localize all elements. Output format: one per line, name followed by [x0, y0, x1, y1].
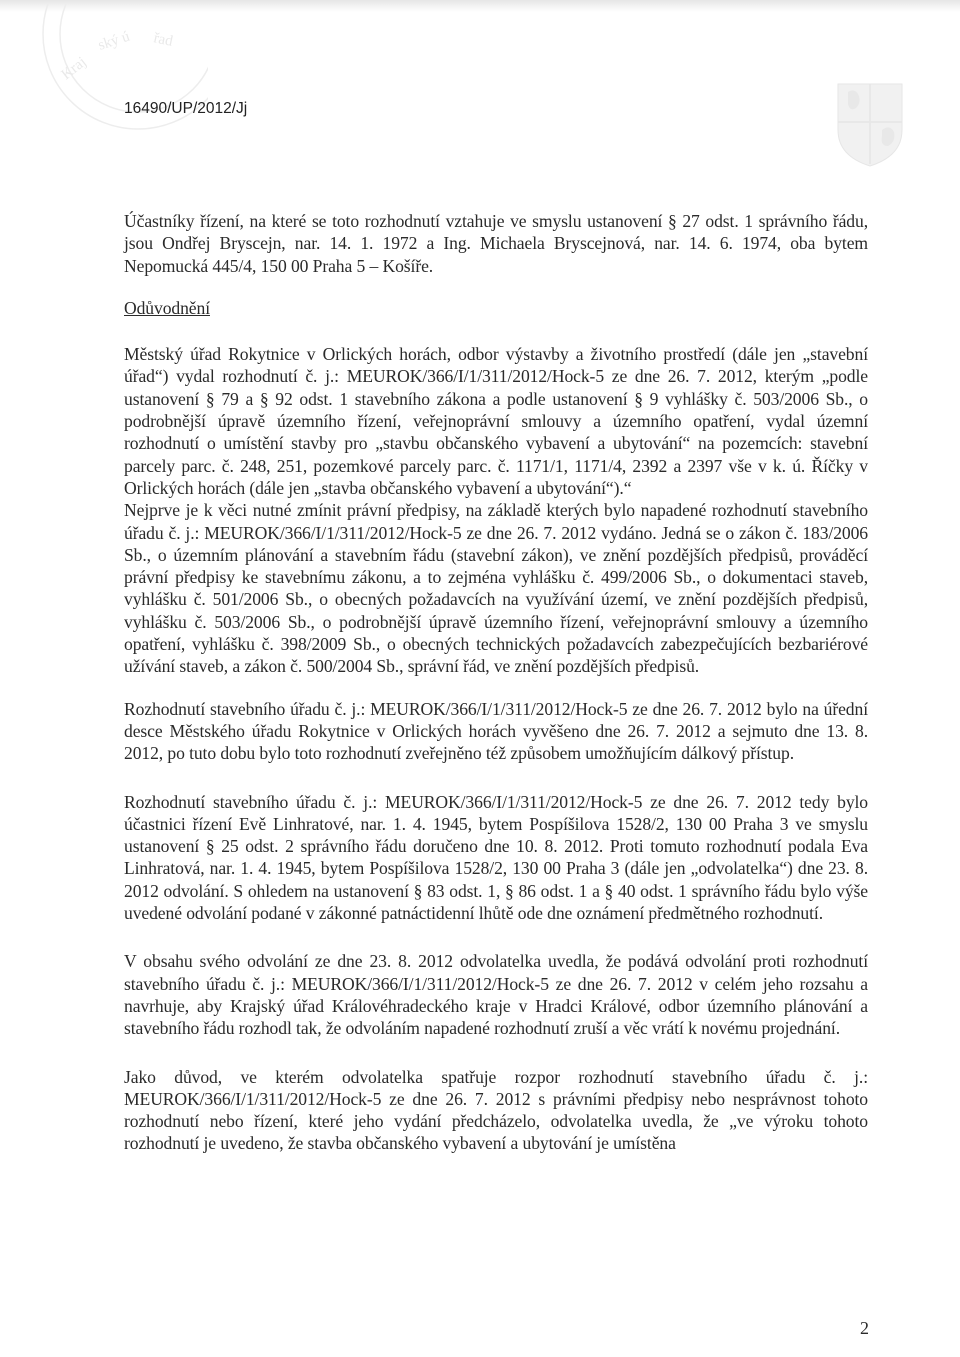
body-paragraph: V obsahu svého odvolání ze dne 23. 8. 2012 odvolatelka uvedla, že podává odvolání proti rozhodnutí stavebního úřadu č. j.: MEUROK/366/I/1/311/2012/Hock-5 ze dne 26. 7. 2012 v celém jeho rozsahu a navrhuje, aby Krajský úřad Královéhradeckého kraje v Hradci Králové, odbor územního plánování a stavebního řádu rozhodl tak, že odvoláním napadené rozhodnutí zruší a věc vrátí k novému projednání.: [124, 951, 868, 1039]
svg-text:ský ú: ský ú: [96, 28, 132, 54]
svg-text:Kraj: Kraj: [58, 54, 90, 84]
document-body: [124, 210, 868, 1175]
section-heading-reasoning: Odůvodnění: [124, 297, 210, 318]
body-paragraph: Rozhodnutí stavebního úřadu č. j.: MEUROK/366/I/1/311/2012/Hock-5 ze dne 26. 7. 2012 bylo na úřední desce Městského úřadu Rokytnice v Orlických horách vyvěšeno dne 26. 7. 2012 a sejmuto dne 13. 8. 2012, po tuto dobu bylo toto rozhodnutí zveřejněno též způsobem umožňujícím dálkový přístup.: [124, 698, 868, 764]
svg-text:řad: řad: [152, 30, 175, 50]
faded-coat-of-arms-watermark: [830, 78, 910, 168]
body-paragraph: Jako důvod, ve kterém odvolatelka spatřuje rozpor rozhodnutí stavebního úřadu č. j.: MEUROK/366/I/1/311/2012/Hock-5 ze dne 26. 7. 2012 s právními předpisy nebo nesprávnost tohoto rozhodnutí nebo řízení, které jeho vydání předcházelo, odvolatelka uvedla, že „ve výroku tohoto rozhodnutí je uvedeno, že stavba občanského vybavení a ubytování je umístěna: [124, 1066, 868, 1154]
document-reference-number: 16490/UP/2012/Jj: [124, 100, 248, 117]
body-paragraph: Rozhodnutí stavebního úřadu č. j.: MEUROK/366/I/1/311/2012/Hock-5 ze dne 26. 7. 2012 tedy bylo účastnici řízení Evě Linhratové, nar. 1. 4. 1945, bytem Pospíšilova 1528/2, 130 00 Praha 3 ve smyslu ustanovení § 25 odst. 2 správního řádu doručeno dne 10. 8. 2012. Proti tomuto rozhodnutí podala Eva Linhratová, nar. 1. 4. 1945, bytem Pospíšilova 1528/2, 130 00 Praha 3 (dále jen „odvolatelka“) dne 23. 8. 2012 odvolání. S ohledem na ustanovení § 83 odst. 1, § 86 odst. 1 a § 40 odst. 1 správního řádu bylo výše uvedené odvolání podané v zákonné patnáctidenní lhůtě ode dne oznámení předmětného rozhodnutí.: [124, 791, 868, 924]
participants-paragraph: Účastníky řízení, na které se toto rozhodnutí vztahuje ve smyslu ustanovení § 27 odst. 1 správního řádu, jsou Ondřej Bryscejn, nar. 14. 1. 1972 a Ing. Michaela Bryscejnová, nar. 14. 6. 1974, oba bytem Nepomucká 445/4, 150 00 Praha 5 – Košíře.: [124, 211, 868, 276]
body-paragraph: Městský úřad Rokytnice v Orlických horách, odbor výstavby a životního prostředí (dále jen „stavební úřad“) vydal rozhodnutí č. j.: MEUROK/366/I/1/311/2012/Hock-5 ze dne 26. 7. 2012, kterým „podle ustanovení § 79 a § 92 odst. 1 stavebního zákona a podle ustanovení § 9 vyhlášky č. 503/2006 Sb., o podrobnější úpravě územního řízení, veřejnoprávní smlouvy a územního opatření, vydal územní rozhodnutí o umístění stavby pro „stavbu občanského vybavení a ubytování“ na pozemcích: stavební parcely parc. č. 248, 251, pozemkové parcely parc. č. 1171/1, 1171/4, 2392 a 2397 vše v k. ú. Říčky v Orlických horách (dále jen „stavba občanského vybavení a ubytování“).“: [124, 344, 868, 498]
body-paragraph: Nejprve je k věci nutné zmínit právní předpisy, na základě kterých bylo napadené rozhodnutí stavebního úřadu č. j.: MEUROK/366/I/1/311/2012/Hock-5 ze dne 26. 7. 2012 vydáno. Jedná se o zákon č. 183/2006 Sb., o územním plánování a stavebním řádu (stavební zákon), ve znění pozdějších předpisů, prováděcí právní předpisy ke stavebnímu zákonu, a to zejména vyhlášku č. 499/2006 Sb., o dokumentaci staveb, vyhlášku č. 501/2006 Sb., o obecných požadavcích na využívání území, ve znění pozdějších předpisů, vyhlášku č. 503/2006 Sb., o podrobnější úpravě územního řízení, veřejnoprávní smlouvy a územního opatření, vyhlášku č. 398/2009 Sb., o obecných technických požadavcích zabezpečujících bezbariérové užívání staveb, a zákon č. 500/2004 Sb., správní řád, ve znění pozdějších předpisů.: [124, 500, 868, 677]
page-number: 2: [860, 1318, 869, 1338]
